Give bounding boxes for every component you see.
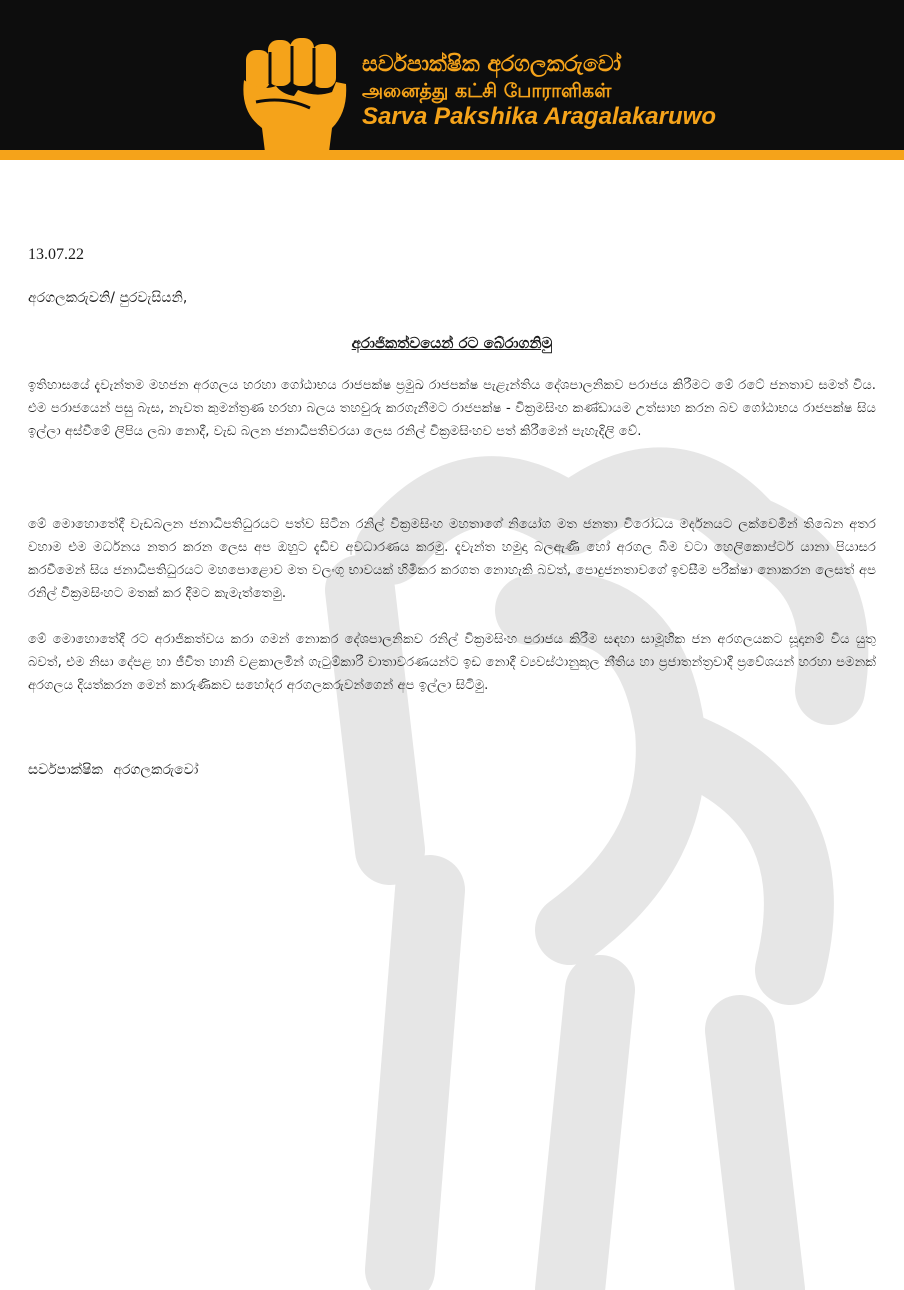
org-name-latin: Sarva Pakshika Aragalakaruwo <box>362 103 716 130</box>
organization-name <box>362 52 782 130</box>
org-name-sinhala: සර්වපාක්ෂික අරගලකරුවෝ <box>362 52 621 77</box>
org-name-tamil: அனைத்து கட்சி போராளிகள் <box>362 80 612 102</box>
paragraph-1: ඉතිහාසයේ දැවැන්තම මහජන අරගලය හරහා ගෝඨාභය රාජපක්ෂ ප්‍රමුඛ රාජපක්ෂ පැළැන්තිය දේශපාලනිකව පරාජය කිරීමට මේ රටේ ජනතාව සමත් විය. එම පරාජයෙන් පසු බැස, නැවත කුමන්ත්‍රණ හරහා බලය තහවුරු කරගැනීමට රාජපක්ෂ - වික්‍රමසිංහ කණ්ඩායම උත්සාහ කරන බව ගෝඨාභය රාජපක්ෂ සිය ඉල්ලා අස්වීමේ ලිපිය ලබා නොදී, වැඩ බලන ජනාධිපතිවරයා ලෙස රනිල් වික්‍රමසිංහව පත් කිරීමෙන් පැහැදිලි වේ. <box>28 378 876 439</box>
letter-title <box>0 333 904 352</box>
letter-signature: සර්වපාක්ෂික අරගලකරුවෝ <box>28 762 199 778</box>
paragraph-3: මේ මොහොතේදී රට අරාජිකත්වය කරා ගමන් නොකර දේශපාලනිකව රනිල් වික්‍රමසිංහ පරාජය කිරීම සඳහා සාමූහික ජන අරගලයකට සූදානම් විය යුතු බවත්, එම නිසා දේපළ හා ජීවිත හානි වළකාලමින් ගැටුම්කාරී වාතාවරණයන්ට ඉඩ නොදී ව්‍යවස්ථානුකූල නීතිය හා ප්‍රජාතන්ත්‍රවාදී ප්‍රවේශයන් හරහා පමනක් අරගලය දියත්කරන මෙන් කාරුණිකව සහෝදර අරගලකරුවන්ගෙන් අප ඉල්ලා සිටිමු. <box>28 632 876 693</box>
letter-date: 13.07.22 <box>28 246 84 263</box>
letterhead <box>0 0 904 156</box>
letter-title-text: අරාජිකත්වයෙන් රට බේරාගනිමු <box>351 334 553 352</box>
raised-fist-icon <box>236 32 362 160</box>
header-accent-stripe <box>0 150 904 160</box>
paragraph-2: මේ මොහොතේදී වැඩබලන ජනාධිපතිධුරයට පත්ව සිටින රනිල් වික්‍රමසිංහ මහතාගේ නියෝග මත ජනතා විරෝධය මර්දනයට ලක්වෙමින් තිබෙන අතර වහාම එම මර්ධනය නතර කරන ලෙස අප ඔහුට දැඩිව අවධාරණය කරමු. දැවැන්ත හමුදා බලඇණි හෝ අරගල බිම වටා හෙලිකොප්ටර් යානා පියාසර කරවීමෙන් සිය ජනාධිපතිධුරයට මහපොළොව මත වලංගු භාවයක් හිමිකර කරගත නොහැකි බවත්, පොදුජනතාවගේ ඉවසීම පරීක්ෂා නොකරන ලෙසත් අප රනිල් වික්‍රමසිංහට මතක් කර දීමට කැමැත්තෙමු. <box>28 517 876 601</box>
letter-salutation: අරගලකරුවනි/ පුරවැසියනි, <box>28 290 188 306</box>
